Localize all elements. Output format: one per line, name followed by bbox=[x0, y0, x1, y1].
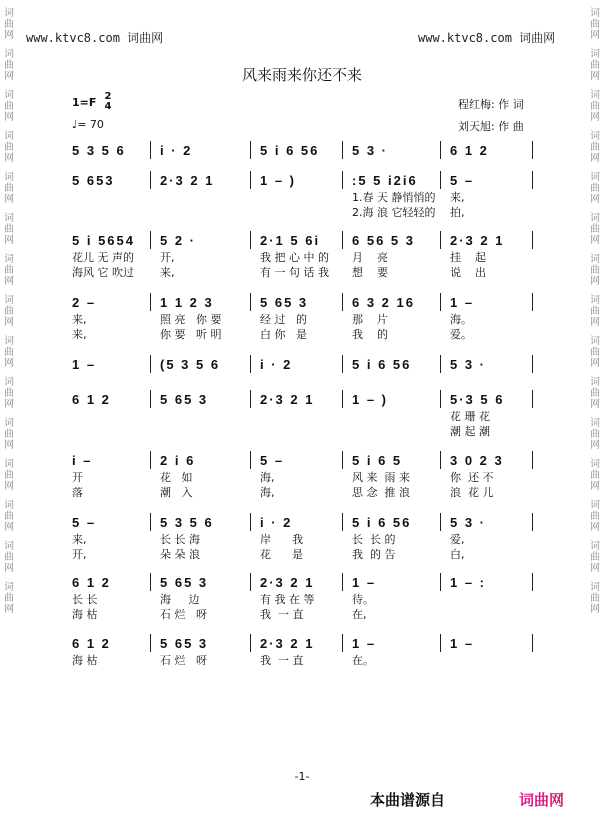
lyric-segment: 长 长 的 bbox=[352, 533, 396, 546]
lyric-segment: 海, bbox=[260, 486, 275, 499]
footer-brand[interactable]: 词曲网 bbox=[519, 791, 565, 809]
bar-line bbox=[342, 573, 343, 591]
watermark-glyph: 网 bbox=[4, 194, 14, 205]
watermark-glyph: 曲 bbox=[590, 511, 600, 522]
watermark-glyph: 曲 bbox=[4, 552, 14, 563]
lyric-segment: 石 烂 呀 bbox=[160, 654, 207, 667]
measure: 6 1 2 bbox=[72, 392, 111, 407]
bar-line bbox=[440, 634, 441, 652]
measure: 5 3 · bbox=[450, 357, 487, 372]
watermark-left bbox=[2, 0, 16, 834]
watermark-glyph: 网 bbox=[4, 604, 14, 615]
watermark-glyph: 网 bbox=[590, 235, 600, 246]
measure: 6 56 5 3 bbox=[352, 233, 415, 248]
watermark-glyph: 网 bbox=[590, 71, 600, 82]
watermark-glyph: 词 bbox=[4, 459, 14, 470]
watermark-glyph: 网 bbox=[4, 440, 14, 451]
watermark-glyph: 曲 bbox=[590, 19, 600, 30]
watermark-glyph: 曲 bbox=[590, 593, 600, 604]
header-site-left[interactable]: www.ktvc8.com 词曲网 bbox=[26, 31, 164, 45]
watermark-glyph: 曲 bbox=[4, 19, 14, 30]
measure: 5·3 5 6 bbox=[450, 392, 505, 407]
lyric-segment: 拍, bbox=[450, 206, 465, 219]
bar-line bbox=[342, 634, 343, 652]
composer-credit: 刘天旭: 作 曲 bbox=[458, 120, 524, 133]
bar-line bbox=[250, 171, 251, 189]
watermark-glyph: 词 bbox=[590, 49, 600, 60]
measure: i – bbox=[72, 453, 93, 468]
lyric-segment: 待。 bbox=[352, 593, 374, 606]
lyric-segment: 想 要 bbox=[352, 266, 388, 279]
measure: 5 3 5 6 bbox=[72, 143, 126, 158]
watermark-glyph: 词 bbox=[590, 172, 600, 183]
measure: 5 i 6 56 bbox=[352, 515, 412, 530]
lyric-segment: 你 要 听 明 bbox=[160, 328, 222, 341]
lyric-segment: 我 的 告 bbox=[352, 548, 396, 561]
note-line bbox=[72, 453, 534, 469]
measure: 5 i 6 56 bbox=[260, 143, 320, 158]
watermark-glyph: 曲 bbox=[590, 224, 600, 235]
watermark-glyph: 曲 bbox=[4, 429, 14, 440]
lyric-segment: 花儿 无 声的 bbox=[72, 251, 134, 264]
bar-line bbox=[150, 141, 151, 159]
watermark-glyph: 曲 bbox=[4, 142, 14, 153]
lyric-segment: 风 来 雨 来 bbox=[352, 471, 410, 484]
watermark-glyph: 曲 bbox=[4, 593, 14, 604]
watermark-glyph: 曲 bbox=[4, 183, 14, 194]
bar-line bbox=[150, 451, 151, 469]
watermark-glyph: 网 bbox=[590, 481, 600, 492]
score-system bbox=[72, 636, 534, 667]
note-line bbox=[72, 295, 534, 311]
measure: 6 1 2 bbox=[72, 636, 111, 651]
lyric-segment: 潮 起 潮 bbox=[450, 425, 490, 438]
note-line bbox=[72, 143, 534, 159]
lyric-segment: 海 枯 bbox=[72, 654, 98, 667]
watermark-glyph: 词 bbox=[590, 377, 600, 388]
watermark-glyph: 网 bbox=[590, 358, 600, 369]
watermark-glyph: 词 bbox=[590, 254, 600, 265]
lyric-segment: 2.海 浪 它轻轻的 bbox=[352, 206, 436, 219]
watermark-glyph: 曲 bbox=[4, 101, 14, 112]
measure: 5 i 5654 bbox=[72, 233, 135, 248]
bar-line bbox=[532, 231, 533, 249]
measure: 1 – bbox=[352, 636, 377, 651]
song-title: 风来雨来你还不来 bbox=[241, 66, 362, 84]
watermark-glyph: 词 bbox=[4, 254, 14, 265]
bar-line bbox=[532, 141, 533, 159]
lyric-segment: 思 念 推 浪 bbox=[352, 486, 410, 499]
watermark-glyph: 词 bbox=[590, 336, 600, 347]
measure: 5 3 · bbox=[352, 143, 389, 158]
measure: 1 – : bbox=[450, 575, 487, 590]
bar-line bbox=[342, 451, 343, 469]
measure: 1 – bbox=[352, 575, 377, 590]
lyric-segment: 说 出 bbox=[450, 266, 486, 279]
lyric-segment: 花 珊 花 bbox=[450, 410, 490, 423]
measure: 2·3 2 1 bbox=[260, 636, 315, 651]
lyric-segment: 有 我 在 等 bbox=[260, 593, 315, 606]
watermark-glyph: 词 bbox=[590, 295, 600, 306]
lyric-line bbox=[72, 469, 534, 484]
measure: 1 – bbox=[72, 357, 97, 372]
measure: 2·3 2 1 bbox=[260, 392, 315, 407]
measure: 5 65 3 bbox=[160, 392, 209, 407]
lyric-segment: 潮 入 bbox=[160, 486, 193, 499]
watermark-glyph: 曲 bbox=[590, 60, 600, 71]
watermark-glyph: 网 bbox=[590, 399, 600, 410]
score-system bbox=[72, 575, 534, 621]
bar-line bbox=[250, 293, 251, 311]
measure: 1 – ) bbox=[260, 173, 297, 188]
watermark-glyph: 词 bbox=[4, 377, 14, 388]
lyric-segment: 来, bbox=[72, 328, 87, 341]
watermark-glyph: 网 bbox=[590, 112, 600, 123]
bar-line bbox=[440, 513, 441, 531]
watermark-glyph: 网 bbox=[4, 481, 14, 492]
measure: 2 i 6 bbox=[160, 453, 196, 468]
watermark-glyph: 网 bbox=[590, 276, 600, 287]
bar-line bbox=[150, 355, 151, 373]
watermark-glyph: 词 bbox=[4, 213, 14, 224]
measure: 5 – bbox=[72, 515, 97, 530]
bar-line bbox=[532, 513, 533, 531]
watermark-glyph: 网 bbox=[4, 399, 14, 410]
watermark-glyph: 曲 bbox=[4, 470, 14, 481]
bar-line bbox=[250, 513, 251, 531]
score-system bbox=[72, 173, 534, 219]
lyric-segment: 爱, bbox=[450, 533, 465, 546]
watermark-glyph: 网 bbox=[590, 194, 600, 205]
lyric-segment: 有 一 句 话 我 bbox=[260, 266, 329, 279]
lyric-segment: 开, bbox=[160, 251, 175, 264]
measure: 5 65 3 bbox=[160, 575, 209, 590]
note-line bbox=[72, 233, 534, 249]
watermark-glyph: 词 bbox=[4, 541, 14, 552]
measure: 6 1 2 bbox=[450, 143, 489, 158]
measure: 1 – bbox=[450, 295, 475, 310]
watermark-glyph: 词 bbox=[4, 8, 14, 19]
watermark-glyph: 曲 bbox=[4, 306, 14, 317]
measure: 1 1 2 3 bbox=[160, 295, 214, 310]
tempo-mark: ♩= 70 bbox=[72, 118, 104, 131]
bar-line bbox=[150, 293, 151, 311]
bar-line bbox=[250, 390, 251, 408]
bar-line bbox=[250, 573, 251, 591]
watermark-glyph: 词 bbox=[590, 582, 600, 593]
watermark-glyph: 网 bbox=[4, 563, 14, 574]
watermark-glyph: 曲 bbox=[4, 347, 14, 358]
note-line bbox=[72, 515, 534, 531]
score-system bbox=[72, 143, 534, 159]
watermark-glyph: 曲 bbox=[590, 470, 600, 481]
measure: 2 – bbox=[72, 295, 97, 310]
header-site-right[interactable]: www.ktvc8.com 词曲网 bbox=[418, 31, 556, 45]
measure: 6 1 2 bbox=[72, 575, 111, 590]
lyric-line bbox=[72, 204, 534, 219]
lyric-line bbox=[72, 606, 534, 621]
measure: (5 3 5 6 bbox=[160, 357, 221, 372]
note-line bbox=[72, 636, 534, 652]
watermark-glyph: 词 bbox=[590, 90, 600, 101]
watermark-glyph: 词 bbox=[4, 49, 14, 60]
lyric-segment: 石 烂 呀 bbox=[160, 608, 207, 621]
lyric-segment: 长 长 bbox=[72, 593, 98, 606]
watermark-glyph: 曲 bbox=[590, 183, 600, 194]
lyric-segment: 经 过 的 bbox=[260, 313, 307, 326]
lyric-segment: 来, bbox=[160, 266, 175, 279]
lyric-line bbox=[72, 189, 534, 204]
watermark-glyph: 曲 bbox=[590, 347, 600, 358]
bar-line bbox=[342, 355, 343, 373]
lyric-segment: 照 亮 你 要 bbox=[160, 313, 222, 326]
bar-line bbox=[342, 231, 343, 249]
lyric-segment: 我 的 bbox=[352, 328, 388, 341]
lyric-segment: 花 是 bbox=[260, 548, 303, 561]
lyric-line bbox=[72, 423, 534, 438]
bar-line bbox=[532, 634, 533, 652]
watermark-glyph: 网 bbox=[4, 30, 14, 41]
bar-line bbox=[440, 141, 441, 159]
measure: i · 2 bbox=[160, 143, 193, 158]
lyric-segment: 来, bbox=[72, 533, 87, 546]
lyric-line bbox=[72, 531, 534, 546]
lyric-segment: 在, bbox=[352, 608, 367, 621]
bar-line bbox=[440, 355, 441, 373]
bar-line bbox=[250, 451, 251, 469]
bar-line bbox=[532, 390, 533, 408]
measure: 2·1 5 6i bbox=[260, 233, 321, 248]
watermark-glyph: 词 bbox=[590, 8, 600, 19]
watermark-glyph: 网 bbox=[590, 440, 600, 451]
watermark-glyph: 词 bbox=[4, 500, 14, 511]
watermark-glyph: 词 bbox=[590, 213, 600, 224]
watermark-glyph: 词 bbox=[590, 459, 600, 470]
bar-line bbox=[150, 513, 151, 531]
watermark-glyph: 词 bbox=[4, 295, 14, 306]
watermark-glyph: 词 bbox=[4, 131, 14, 142]
bar-line bbox=[250, 231, 251, 249]
bar-line bbox=[532, 451, 533, 469]
watermark-glyph: 词 bbox=[590, 418, 600, 429]
bar-line bbox=[342, 171, 343, 189]
lyric-line bbox=[72, 652, 534, 667]
bar-line bbox=[440, 451, 441, 469]
lyric-line bbox=[72, 591, 534, 606]
watermark-glyph: 词 bbox=[590, 500, 600, 511]
lyric-line bbox=[72, 264, 534, 279]
watermark-glyph: 网 bbox=[4, 235, 14, 246]
watermark-glyph: 曲 bbox=[4, 224, 14, 235]
note-line bbox=[72, 575, 534, 591]
lyric-segment: 来, bbox=[450, 191, 465, 204]
lyricist-credit: 程红梅: 作 词 bbox=[458, 98, 524, 111]
watermark-glyph: 词 bbox=[590, 541, 600, 552]
measure: 5 i 6 56 bbox=[352, 357, 412, 372]
measure: 1 – bbox=[450, 636, 475, 651]
watermark-glyph: 词 bbox=[590, 131, 600, 142]
score-system bbox=[72, 357, 534, 373]
lyric-segment: 海风 它 吹过 bbox=[72, 266, 134, 279]
watermark-glyph: 曲 bbox=[4, 60, 14, 71]
measure: 2·3 2 1 bbox=[260, 575, 315, 590]
lyric-segment: 挂 起 bbox=[450, 251, 486, 264]
bar-line bbox=[250, 141, 251, 159]
measure: 5 i 6 5 bbox=[352, 453, 403, 468]
measure: 5 – bbox=[450, 173, 475, 188]
score-system bbox=[72, 233, 534, 279]
watermark-glyph: 曲 bbox=[4, 388, 14, 399]
note-line bbox=[72, 392, 534, 408]
watermark-glyph: 词 bbox=[4, 172, 14, 183]
lyric-segment: 开, bbox=[72, 548, 87, 561]
bar-line bbox=[250, 634, 251, 652]
lyric-segment: 花 如 bbox=[160, 471, 193, 484]
bar-line bbox=[250, 355, 251, 373]
note-line bbox=[72, 357, 534, 373]
watermark-glyph: 词 bbox=[4, 418, 14, 429]
lyric-segment: 1.春 天 静悄悄的 bbox=[352, 191, 436, 204]
lyric-segment: 爱。 bbox=[450, 328, 472, 341]
watermark-glyph: 网 bbox=[590, 30, 600, 41]
watermark-glyph: 网 bbox=[590, 522, 600, 533]
lyric-line bbox=[72, 484, 534, 499]
watermark-glyph: 网 bbox=[590, 563, 600, 574]
lyric-segment: 浪 花 儿 bbox=[450, 486, 494, 499]
measure: 5 2 · bbox=[160, 233, 197, 248]
watermark-glyph: 网 bbox=[590, 317, 600, 328]
measure: 3 0 2 3 bbox=[450, 453, 504, 468]
measure: 5 653 bbox=[72, 173, 115, 188]
measure: 5 65 3 bbox=[260, 295, 309, 310]
lyric-line bbox=[72, 249, 534, 264]
measure: 2·3 2 1 bbox=[450, 233, 505, 248]
watermark-glyph: 网 bbox=[4, 317, 14, 328]
measure: 2·3 2 1 bbox=[160, 173, 215, 188]
bar-line bbox=[532, 293, 533, 311]
bar-line bbox=[342, 390, 343, 408]
watermark-glyph: 曲 bbox=[4, 265, 14, 276]
watermark-glyph: 词 bbox=[4, 336, 14, 347]
lyric-segment: 月 亮 bbox=[352, 251, 388, 264]
score-system bbox=[72, 453, 534, 499]
lyric-segment: 长 长 海 bbox=[160, 533, 200, 546]
watermark-glyph: 网 bbox=[4, 153, 14, 164]
watermark-glyph: 曲 bbox=[590, 101, 600, 112]
lyric-segment: 落 bbox=[72, 486, 83, 499]
watermark-glyph: 网 bbox=[4, 112, 14, 123]
watermark-glyph: 词 bbox=[4, 90, 14, 101]
lyric-line bbox=[72, 408, 534, 423]
watermark-glyph: 曲 bbox=[590, 388, 600, 399]
lyric-segment: 你 还 不 bbox=[450, 471, 494, 484]
watermark-glyph: 网 bbox=[590, 604, 600, 615]
watermark-glyph: 曲 bbox=[590, 142, 600, 153]
lyric-segment: 我 一 直 bbox=[260, 654, 304, 667]
lyric-segment: 岸 我 bbox=[260, 533, 303, 546]
time-signature: 2 4 bbox=[104, 91, 112, 112]
bar-line bbox=[440, 573, 441, 591]
bar-line bbox=[532, 573, 533, 591]
note-line bbox=[72, 173, 534, 189]
lyric-segment: 在。 bbox=[352, 654, 374, 667]
measure: :5 5 i2i6 bbox=[352, 173, 418, 188]
measure: 6 3 2 16 bbox=[352, 295, 415, 310]
lyric-segment: 白, bbox=[450, 548, 465, 561]
bar-line bbox=[150, 171, 151, 189]
lyric-line bbox=[72, 311, 534, 326]
measure: 5 – bbox=[260, 453, 285, 468]
lyric-line bbox=[72, 326, 534, 341]
bar-line bbox=[342, 293, 343, 311]
watermark-glyph: 词 bbox=[4, 582, 14, 593]
watermark-glyph: 曲 bbox=[590, 552, 600, 563]
measure: 1 – ) bbox=[352, 392, 389, 407]
key-signature: 1=F bbox=[72, 96, 97, 109]
watermark-glyph: 网 bbox=[4, 71, 14, 82]
watermark-glyph: 曲 bbox=[590, 429, 600, 440]
page-number: -1- bbox=[294, 770, 310, 783]
bar-line bbox=[150, 634, 151, 652]
measure: i · 2 bbox=[260, 357, 293, 372]
bar-line bbox=[440, 293, 441, 311]
lyric-segment: 朵 朵 浪 bbox=[160, 548, 200, 561]
bar-line bbox=[150, 231, 151, 249]
lyric-segment: 开 bbox=[72, 471, 83, 484]
bar-line bbox=[440, 171, 441, 189]
measure: 5 3 5 6 bbox=[160, 515, 214, 530]
watermark-glyph: 网 bbox=[4, 358, 14, 369]
lyric-segment: 海。 bbox=[450, 313, 472, 326]
bar-line bbox=[440, 231, 441, 249]
score-system bbox=[72, 515, 534, 561]
lyric-segment: 白 你 是 bbox=[260, 328, 307, 341]
watermark-glyph: 网 bbox=[590, 153, 600, 164]
lyric-segment: 海, bbox=[260, 471, 275, 484]
measure: 5 3 · bbox=[450, 515, 487, 530]
watermark-glyph: 曲 bbox=[4, 511, 14, 522]
lyric-segment: 海 枯 bbox=[72, 608, 98, 621]
watermark-glyph: 网 bbox=[4, 276, 14, 287]
watermark-glyph: 曲 bbox=[590, 306, 600, 317]
bar-line bbox=[342, 513, 343, 531]
lyric-line bbox=[72, 546, 534, 561]
lyric-segment: 来, bbox=[72, 313, 87, 326]
score-system bbox=[72, 295, 534, 341]
measure: i · 2 bbox=[260, 515, 293, 530]
bar-line bbox=[440, 390, 441, 408]
lyric-segment: 我 把 心 中 的 bbox=[260, 251, 329, 264]
bar-line bbox=[532, 171, 533, 189]
lyric-segment: 那 片 bbox=[352, 313, 388, 326]
watermark-glyph: 网 bbox=[4, 522, 14, 533]
bar-line bbox=[532, 355, 533, 373]
bar-line bbox=[150, 390, 151, 408]
watermark-right bbox=[588, 0, 602, 834]
lyric-segment: 海 边 bbox=[160, 593, 200, 606]
footer-source-text: 本曲谱源自 bbox=[370, 791, 446, 809]
measure: 5 65 3 bbox=[160, 636, 209, 651]
score-system bbox=[72, 392, 534, 438]
watermark-glyph: 曲 bbox=[590, 265, 600, 276]
bar-line bbox=[342, 141, 343, 159]
bar-line bbox=[150, 573, 151, 591]
lyric-segment: 我 一 直 bbox=[260, 608, 304, 621]
